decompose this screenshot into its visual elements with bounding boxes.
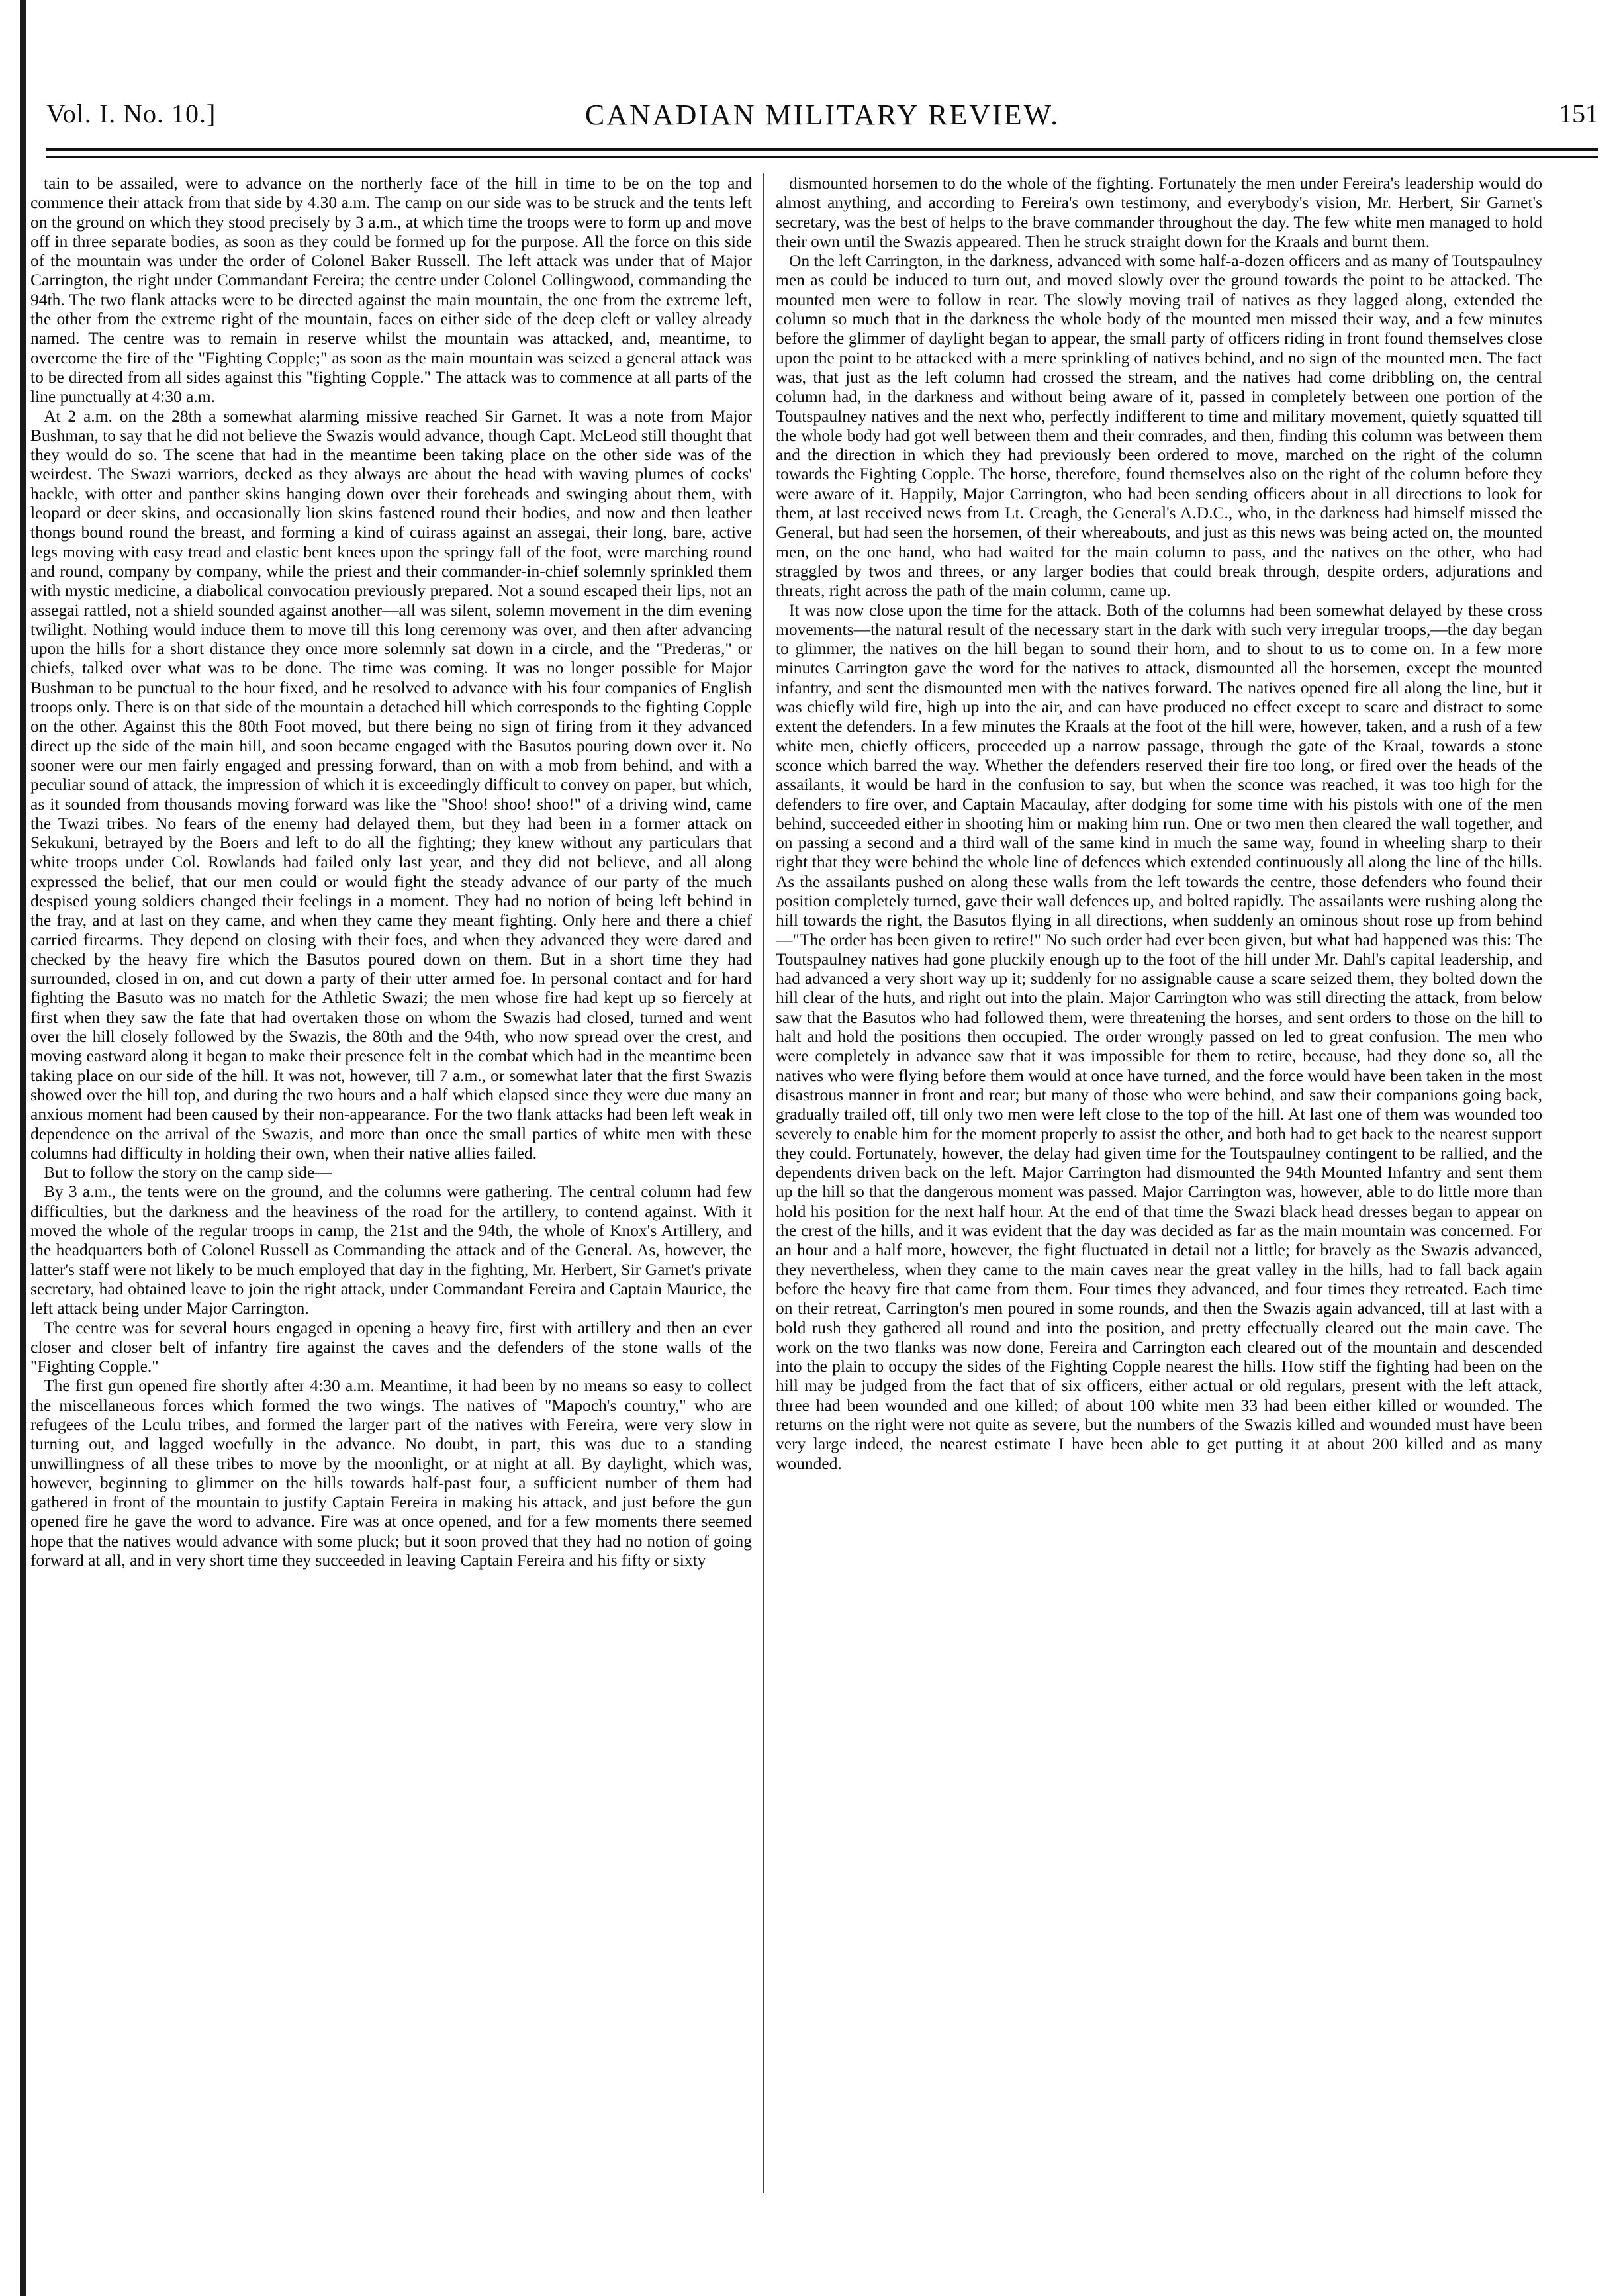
- paragraph: The first gun opened fire shortly after 4:30 a.m. Meantime, it had been by no means so easy to collect the miscellaneous forces which formed the two wings. The natives of "Mapoch's country," who are refugees of the Lculu tribes, and formed the larger part of the natives with Fereira, were very slow in turning out, and lagged woefully in the advance. No doubt, in part, this was due to a standing unwillingness of all these tribes to move by the moonlight, or at night at all. By daylight, which was, however, beginning to glimmer on the hills towards half-past four, a sufficient number of them had gathered in front of the mountain to justify Captain Fereira in making his attack, and just before the gun opened fire he gave the word to advance. Fire was at once opened, and for a few moments there seemed hope that the natives would advance with some pluck; but it soon proved that they had no notion of going forward at all, and in very short time they succeeded in leaving Captain Fereira and his fifty or sixty: [30, 1376, 752, 1570]
- paragraph: tain to be assailed, were to advance on the northerly face of the hill in time to be on the top and commence their attack from that side by 4.30 a.m. The camp on our side was to be struck and the tents left on the ground on which they stood precisely by 3 a.m., at which time the troops were to form up and move off in three separate bodies, as soon as they could be formed up for the purpose. All the force on this side of the mountain was under the order of Colonel Baker Russell. The left attack was under that of Major Carrington, the right under Commandant Fereira; the centre under Colonel Collingwood, commanding the 94th. The two flank attacks were to be directed against the main mountain, the one from the extreme left, the other from the extreme right of the mountain, faces on either side of the deep cleft or valley already named. The centre was to remain in reserve whilst the mountain was attacked, and, meantime, to overcome the fire of the "Fighting Copple;" as soon as the main mountain was seized a general attack was to be directed from all sides against this "fighting Copple." The attack was to commence at all parts of the line punctually at 4:30 a.m.: [30, 173, 752, 407]
- journal-title: CANADIAN MILITARY REVIEW.: [584, 99, 1060, 131]
- paragraph: It was now close upon the time for the attack. Both of the columns had been somewhat delayed by these cross movements—the natural result of the necessary start in the dark with such very irregular troops,—the day began to glimmer, the natives on the hill began to sound their horn, and to shout to us to come on. In a few more minutes Carrington gave the word for the natives to attack, dismounted all the horsemen, except the mounted infantry, and sent the dismounted men with the natives forward. The natives opened fire all along the line, but it was chiefly wild fire, high up into the air, and can have produced no effect except to scare and distract to some extent the defenders. In a few minutes the Kraals at the foot of the hill were, however, taken, and a rush of a few white men, chiefly officers, proceeded up a narrow passage, through the gate of the Kraal, towards a stone sconce which barred the way. Whether the defenders reserved their fire too long, or fired over the heads of the assailants, it would be hard in the confusion to say, but when the sconce was reached, it was too high for the defenders to fire over, and Captain Macaulay, after dodging for some time with his pistols with one of the men behind, succeeded either in shooting him or making him run. One or two men then cleared the wall together, and on passing a second and a third wall of the same kind in much the same way, found in wheeling sharp to their right that they were behind the whole line of defences which extended continuously all along the line of the hills. As the assailants pushed on along these walls from the left towards the centre, those defenders who found their position completely turned, gave their wall defences up, and bolted rapidly. The assailants were rushing along the hill towards the right, the Basutos flying in all directions, when suddenly an ominous shout rose up from behind—"The order has been given to retire!" No such order had ever been given, but what had happened was this: The Toutspaulney natives had gone pluckily enough up to the foot of the hill under Mr. Dahl's capital leadership, and had advanced a very short way up it; suddenly for no assignable cause a scare seized them, they bolted down the hill clear of the huts, and right out into the plain. Major Carrington who was still directing the attack, from below saw that the Basutos who had followed them, were threatening the horses, and sent orders to those on the hill to halt and hold the positions then occupied. The order wrongly passed on led to great confusion. The men who were completely in advance saw that it was impossible for them to retire, because, had they done so, all the natives who were flying before them would at once have turned, and the force would have been taken in the most disastrous manner in front and rear; but many of those who were behind, and saw their companions going back, gradually trailed off, till only two men were left close to the top of the hill. At last one of them was wounded too severely to enable him for the moment properly to assist the other, and both had to get back to the nearest support they could. Fortunately, however, the delay had given time for the Toutspaulney contingent to be rallied, and the dependents driven back on the left. Major Carrington had dismounted the 94th Mounted Infantry and sent them up the hill so that the dangerous moment was passed. Major Carrington was, however, able to do little more than hold his position for the next half hour. At the end of that time the Swazi black head dresses began to appear on the crest of the hills, and it was evident that the day was decided as far as the main mountain was concerned. For an hour and a half more, however, the fight fluctuated in detail not a little; for bravely as the Swazis advanced, they nevertheless, when they came to the main caves near the great valley in the hills, had to fall back again before the heavy fire that came from them. Four times they advanced, and four times they retreated. Each time on their retreat, Carrington's men poured in some rounds, and then the Swazis again advanced, till at last with a bold rush they gathered all round and into the position, and pretty effectually cleared out the main cave. The work on the two flanks was now done, Fereira and Carrington each cleared out of the mountain and descended into the plain to occupy the sides of the Fighting Copple nearest the hills. How stiff the fighting had been on the hill may be judged from the fact that of six officers, either actual or old regulars, present with the left attack, three had been wounded and one killed; of about 100 white men 33 had been either killed or wounded. The returns on the right were not quite as severe, but the numbers of the Swazis killed and wounded must have been very large indeed, the nearest estimate I have been able to get putting it at about 200 killed and as many wounded.: [776, 600, 1542, 1473]
- right-column: [776, 173, 1542, 2193]
- paragraph: The centre was for several hours engaged in opening a heavy fire, first with artillery and then an ever closer and closer belt of infantry fire against the caves and the defenders of the stone walls of the "Fighting Copple.": [30, 1317, 752, 1376]
- binding-edge-rule: [20, 0, 26, 2296]
- page-number: 151: [1559, 99, 1598, 128]
- left-column: [30, 173, 752, 2193]
- paragraph: By 3 a.m., the tents were on the ground, and the columns were gathering. The central column had few difficulties, but the darkness and the heaviness of the road for the artillery, to contend against. With it moved the whole of the regular troops in camp, the 21st and the 94th, the whole of Knox's Artillery, and the headquarters both of Colonel Russell as Commanding the attack and of the General. As, however, the latter's staff were not likely to be much employed that day in the fighting, Mr. Herbert, Sir Garnet's private secretary, had obtained leave to join the right attack, under Commandant Fereira and Captain Maurice, the left attack being under Major Carrington.: [30, 1182, 752, 1318]
- header-rule-thick: [46, 148, 1598, 151]
- volume-number: Vol. I. No. 10.]: [46, 99, 216, 128]
- column-divider: [763, 173, 764, 2193]
- paragraph: dismounted horsemen to do the whole of the fighting. Fortunately the men under Fereira's leadership would do almost anything, and according to Fereira's own testimony, and everybody's vision, Mr. Herbert, Sir Garnet's secretary, was the best of helps to the brave commander throughout the day. The few white men managed to hold their own until the Swazis appeared. Then he struck straight down for the Kraals and burnt them.: [776, 173, 1542, 251]
- paragraph: At 2 a.m. on the 28th a somewhat alarming missive reached Sir Garnet. It was a note from Major Bushman, to say that he did not believe the Swazis would advance, though Capt. McLeod still thought that they would do so. The scene that had in the meantime been taking place on the other side was of the weirdest. The Swazi warriors, decked as they always are about the head with waving plumes of cocks' hackle, with otter and panther skins hanging down over their foreheads and swinging about them, with leopard or deer skins, and occasionally lion skins fastened round their bodies, and now and then leather thongs bound round the breast, and forming a kind of cuirass against an assegai, their long, bare, active legs moving with easy tread and elastic bent knees upon the springy fall of the foot, were marching round and round, company by company, while the priest and their commander-in-chief solemnly sprinkled them with mystic medicine, a diabolical convocation previously prepared. Not a sound escaped their lips, not an assegai rattled, not a shield sounded against another—all was silent, solemn movement in the dim evening twilight. Nothing would induce them to move till this long ceremony was over, and then after advancing upon the hills for a short distance they once more solemnly sat down in a circle, and the "Prederas," or chiefs, talked over what was to be done. The time was coming. It was no longer possible for Major Bushman to be punctual to the hour fixed, and he resolved to advance with his four companies of English troops only. There is on that side of the mountain a detached hill which corresponds to the fighting Copple on the other. Against this the 80th Foot moved, but there being no sign of firing from it they advanced direct up the side of the main hill, and soon became engaged with the Basutos pouring down over it. No sooner were our men fairly engaged and pressing forward, than on with a mob from behind, and with a peculiar sound of attack, the impression of which it is exceedingly difficult to convey on paper, but which, as it sounded from thousands moving forward was like the "Shoo! shoo! shoo!" of a driving wind, came the Twazi tribes. No fears of the enemy had delayed them, but they had been in a former attack on Sekukuni, betrayed by the Boers and left to do all the fighting; they knew without any particulars that white troops under Col. Rowlands had failed only last year, and they did not believe, and all along expressed the belief, that our men could or would fight the steady advance of our party of the much despised young soldiers changed their feelings in a moment. They had no notion of being left behind in the fray, and at last on they came, and when they came they meant fighting. Only here and there a chief carried firearms. They depend on closing with their foes, and when they advanced they were dared and checked by the heavy fire which the Basutos poured down on them. But in a short time they had surrounded, closed in on, and cut down a party of their utter armed foe. In personal contact and for hard fighting the Basuto was no match for the Athletic Swazi; the men whose fire had kept up so fiercely at first when they saw the fate that had overtaken those on whom the Swazis had closed, turned and went over the hill closely followed by the Swazis, the 80th and the 94th, who now spread over the crest, and moving eastward along it began to make their presence felt in the combat which had in the meantime been taking place on our side of the hill. It was not, however, till 7 a.m., or somewhat later that the first Swazis showed over the hill top, and during the two hours and a half which elapsed since they were due many an anxious moment had been caused by their non-appearance. For the two flank attacks had been left weak in dependence on the arrival of the Swazis, and more than once the small parties of white men with these columns had difficulty in holding their own, when their native allies failed.: [30, 406, 752, 1163]
- running-header: [46, 98, 1598, 144]
- paragraph: On the left Carrington, in the darkness, advanced with some half-a-dozen officers and as many of Toutspaulney men as could be induced to turn out, and moved slowly over the ground towards the point to be attacked. The mounted men were to follow in rear. The slowly moving trail of natives as they lagged along, extended the column so much that in the darkness the whole body of the mounted men missed their way, and a few minutes before the glimmer of daylight began to appear, the small party of officers riding in front found themselves close upon the point to be attacked with a mere sprinkling of natives behind, and no sign of the mounted men. The fact was, that just as the left column had crossed the stream, and the natives had come dribbling on, the central column had, in the darkness and without being aware of it, passed in completely between one portion of the Toutspaulney natives and the next who, perfectly indifferent to time and military movement, quietly squatted till the whole body had got well between them and their comrades, and then, finding this column was between them and the direction in which they had previously been ordered to move, marched on the right of the column towards the Fighting Copple. The horse, therefore, found themselves also on the right of the column before they were aware of it. Happily, Major Carrington, who had been sending officers about in all directions to look for them, at last received news from Lt. Creagh, the General's A.D.C., who, in the darkness had himself missed the General, but had seen the horsemen, of their whereabouts, and just as this news was being acted on, the mounted men, on the one hand, who had waited for the main column to pass, and the natives on the other, who had straggled by twos and threes, or any larger bodies that could break through, despite orders, adjurations and threats, right across the path of the main column, came up.: [776, 251, 1542, 600]
- header-rule-thin: [46, 156, 1598, 158]
- paragraph: But to follow the story on the camp side—: [44, 1163, 332, 1182]
